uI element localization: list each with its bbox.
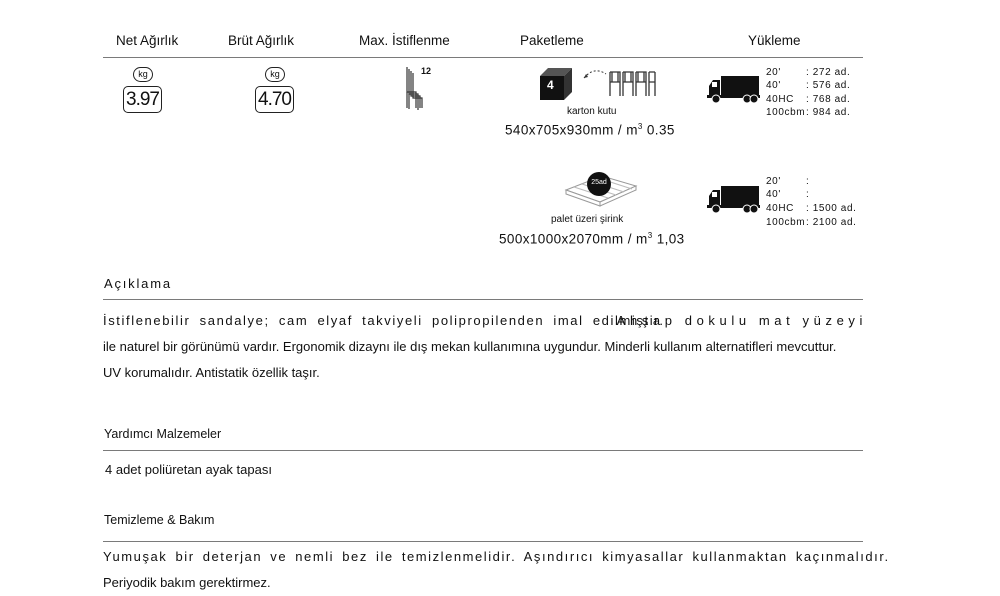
packaging-header: Paketleme [520,33,584,48]
description-line: UV korumalıdır. Antistatik özellik taşır. [103,365,320,380]
load-row [766,94,850,105]
gross-weight-badge [254,64,298,119]
box-dims-sup: 3 [637,122,643,131]
description-line1-b: Ahşap dokulu mat yüzeyi [616,313,867,328]
box-label: karton kutu [567,106,617,117]
load-value: : 768 ad. [806,94,851,105]
load-value: : 984 ad. [806,107,851,118]
load-key: 40HC [766,94,794,105]
care-text [103,544,890,596]
care-title: Temizleme & Bakım [104,513,215,527]
net-weight-header: Net Ağırlık [116,33,179,48]
carton-box-icon [538,66,578,102]
load-row [766,217,856,228]
max-stacking-header: Max. İstiflenme [359,33,450,48]
pallet-dims-text: 500x1000x2070mm / m [499,231,648,247]
load-key: 100cbm [766,107,806,118]
load-key: 20' [766,176,781,187]
load-key: 40' [766,80,781,91]
box-dimensions [505,122,675,138]
description-title: Açıklama [104,276,172,291]
gross-weight-unit: kg [265,67,285,82]
gross-weight-header: Brüt Ağırlık [228,33,295,48]
care-divider [103,541,863,542]
four-chairs-icon [576,66,656,100]
pallet-volume: 1,03 [652,231,685,247]
box-dims-text: 540x705x930mm / m [505,122,638,138]
load-value: : [806,189,810,200]
load-key: 20' [766,67,781,78]
description-text [103,308,867,386]
load-row [766,189,809,200]
load-row [766,203,856,214]
description-line: ile naturel bir görünümü vardır. Ergonomik dizaynı ile dış mekan kullanımına uygundur. Minderli kullanım alternatifleri mevcuttur. [103,339,837,354]
accessories-title: Yardımcı Malzemeler [104,427,222,441]
load-row [766,67,850,78]
load-value: : 576 ad. [806,80,851,91]
description-line [103,308,867,334]
accessories-text: 4 adet poliüretan ayak tapası [105,462,272,477]
gross-weight-value: 4.70 [255,86,294,113]
load-row [766,80,850,91]
load-key: 100cbm [766,217,806,228]
box-volume: 0.35 [642,122,675,138]
truck-icon [707,74,761,104]
description-line1-a: İstiflenebilir sandalye; cam elyaf takviyeli polipropilenden imal edilmiştir. [103,313,665,328]
box-count: 4 [547,78,554,92]
header-divider [103,57,863,58]
load-row [766,107,850,118]
accessories-divider [103,450,863,451]
net-weight-value: 3.97 [123,86,162,113]
stacking-count: 12 [421,66,432,76]
load-row [766,176,809,187]
load-value: : 1500 ad. [806,203,857,214]
pallet-label: palet üzeri şirink [551,214,624,225]
load-key: 40HC [766,203,794,214]
net-weight-unit: kg [133,67,153,82]
load-value: : 272 ad. [806,67,851,78]
pallet-dims-sup: 3 [647,231,653,240]
pallet-dimensions [499,231,685,247]
care-line: Yumuşak bir deterjan ve nemli bez ile temizlenmelidir. Aşındırıcı kimyasallar kullanmaktan kaçınmalıdır. [103,549,890,564]
truck-icon [707,184,761,214]
loading-header: Yükleme [748,33,801,48]
load-value: : 2100 ad. [806,217,857,228]
load-key: 40' [766,189,781,200]
pallet-count: 25ad [591,179,607,186]
care-line: Periyodik bakım gerektirmez. [103,575,271,590]
net-weight-badge [122,64,166,119]
description-divider [103,299,863,300]
load-value: : [806,176,810,187]
